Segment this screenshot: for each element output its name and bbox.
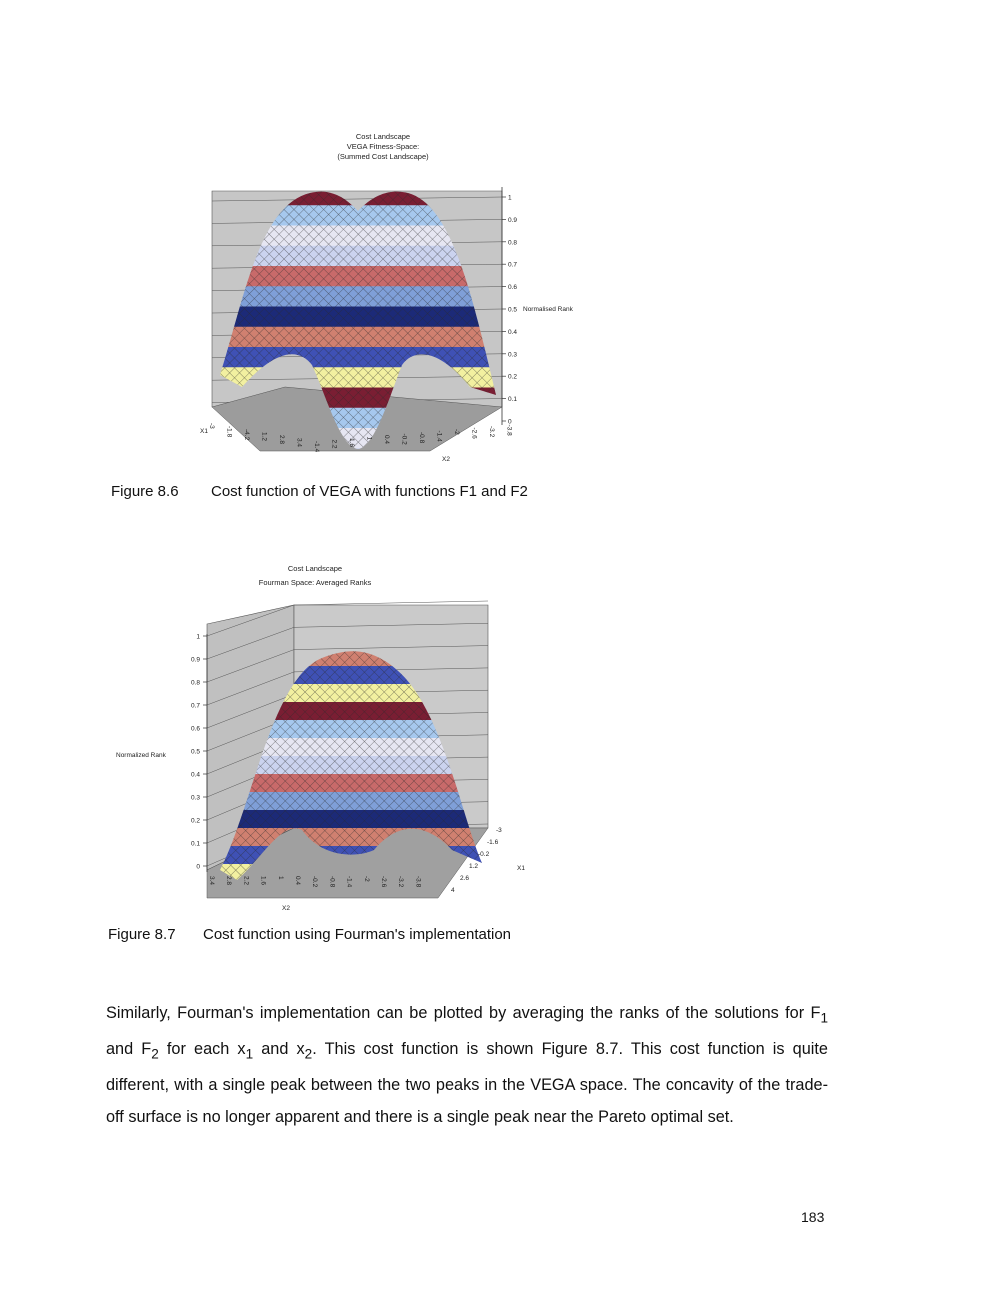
fig2-x2-tick-label: 1.6: [259, 876, 267, 886]
fig1-x-tick-group: [278, 435, 285, 444]
fig1-z-tick-label: 0: [508, 418, 512, 426]
figure-8-7-caption-number: Figure 8.7: [108, 926, 176, 943]
page-number: 183: [801, 1209, 825, 1225]
fig2-x2-tick-group: [397, 876, 404, 888]
fig2-x2-tick-group: [277, 876, 284, 880]
fig1-x-tick-label: 1: [365, 436, 373, 441]
fig2-z-tick-label: 0: [196, 863, 200, 871]
fig2-x2-tick-group: [208, 876, 215, 885]
fig2-z-label: Normalized Rank: [116, 752, 166, 759]
fig1-z-tick-label: 0.7: [508, 261, 518, 269]
figure-8-6-caption: [111, 483, 528, 500]
fig1-x-tick-label: -4.2: [243, 429, 250, 441]
fig2-x2-tick-group: [242, 876, 249, 885]
fig1-x-tick-group: [208, 423, 215, 429]
fig1-x-tick-label: -1.4: [435, 430, 443, 442]
fig1-z-tick-label: 0.4: [508, 328, 518, 336]
fig1-x-tick-group: [296, 438, 303, 447]
fig1-x-tick-group: [383, 435, 390, 444]
fig2-z-tick-label: 0.6: [190, 725, 200, 733]
fig2-z-tick-label: 0.5: [190, 748, 200, 756]
para-text-3: for each x: [158, 1040, 246, 1059]
fig1-z-tick-label: 0.5: [508, 306, 518, 314]
fig1-x-tick-group: [436, 431, 443, 443]
fig2-x1-tick-label: -1.6: [487, 839, 499, 846]
fig1-x-tick-label: 2.8: [278, 435, 285, 445]
fig2-x2-tick-label: 1: [276, 876, 284, 880]
fig1-x-tick-label: 1.6: [348, 438, 355, 448]
fig2-x1-tick-label: 2.6: [460, 875, 470, 882]
fig1-x-tick-label: -3: [208, 423, 215, 429]
fig1-x-tick-label: 2.2: [330, 439, 338, 449]
fig2-x2-tick-group: [294, 876, 301, 885]
fig2-x2-tick-label: -3.8: [414, 876, 422, 888]
fig2-x2-tick-label: -2: [362, 876, 370, 882]
fig1-x-tick-label: 0.4: [383, 435, 390, 445]
para-sub-3: 1: [245, 1046, 254, 1062]
fig1-x-tick-label: -1.8: [225, 426, 233, 438]
body-paragraph: [106, 998, 828, 1134]
para-sub-4: 2: [304, 1046, 313, 1062]
fig1-z-tick-label: 0.1: [508, 396, 518, 404]
fig1-x-tick-group: [226, 426, 233, 438]
para-sub-1: 1: [820, 1010, 828, 1026]
fig1-x-tick-label: -3.2: [488, 426, 495, 438]
fig1-x-tick-label: 1.2: [260, 432, 268, 442]
fig1-x-tick-label: -0.8: [418, 432, 425, 444]
figure-8-6: [190, 125, 610, 470]
figure-8-7-plot: [112, 558, 532, 918]
fig2-x2-tick-group: [311, 876, 318, 888]
fig2-x2-tick-group: [414, 876, 421, 888]
fig1-z-tick-label: 0.2: [508, 373, 518, 381]
fig2-x2-tick-label: -1.4: [345, 876, 353, 888]
fig1-x-tick-group: [366, 437, 373, 441]
fig2-x2-tick-group: [346, 876, 353, 888]
fig1-x-tick-group: [243, 429, 250, 441]
fig1-x-tick-group: [261, 432, 268, 441]
fig2-x2-tick-label: 2.2: [242, 876, 250, 886]
fig2-z-tick-label: 0.2: [190, 817, 200, 825]
fig2-x2-tick-group: [363, 876, 370, 882]
fig1-z-tick-label: 0.9: [508, 216, 518, 224]
fig2-x2-tick-label: -0.8: [328, 876, 336, 888]
fig2-title-line-1: Cost Landscape: [287, 564, 343, 573]
fig1-title-line-1: Cost Landscape: [355, 132, 411, 141]
fig2-z-tick-label: 1: [196, 633, 200, 641]
fig2-title-line-2: Fourman Space: Averaged Ranks: [258, 578, 372, 587]
fig2-z-tick-label: 0.9: [190, 656, 200, 664]
fig2-x2-tick-label: 2.8: [225, 876, 233, 886]
fig1-z-tick-label: 0.3: [508, 351, 518, 359]
fig1-z-tick-label: 1: [508, 194, 512, 202]
figure-8-6-caption-text: Cost function of VEGA with functions F1 and F2: [211, 483, 528, 500]
fig1-x-tick-group: [331, 440, 338, 449]
fig2-x1-label: X1: [517, 865, 525, 872]
fig2-x1-tick-label: 1.2: [469, 863, 479, 870]
fig1-x-tick-group: [348, 438, 355, 447]
fig2-z-ticks: [191, 634, 207, 871]
fig2-x2-tick-label: -2.6: [380, 876, 387, 888]
fig1-x-tick-label: -3.8: [505, 424, 513, 436]
fig2-x2-tick-label: 0.4: [294, 876, 301, 886]
para-text-4: and x: [253, 1040, 305, 1059]
fig1-x-tick-group: [506, 425, 513, 437]
fig1-x1-label: X1: [200, 428, 208, 435]
figure-8-7: [112, 558, 532, 918]
fig1-x-tick-group: [453, 429, 460, 435]
fig2-z-tick-label: 0.4: [190, 771, 200, 779]
para-text-1: Similarly, Fourman's implementation can be plotted by averaging the ranks of the solutions for F: [106, 1004, 821, 1022]
fig2-z-tick-label: 0.3: [190, 794, 200, 802]
fig1-x-tick-group: [401, 434, 408, 446]
fig1-x-tick-label: 3.4: [295, 438, 303, 448]
fig1-x-tick-group: [471, 428, 478, 440]
figure-8-7-caption: [108, 926, 511, 943]
fig1-x-tick-group: [418, 432, 425, 444]
fig2-x2-label: X2: [282, 905, 290, 912]
fig2-x2-tick-label: 3.4: [208, 876, 215, 886]
fig1-x-tick-label: -0.2: [400, 433, 408, 445]
para-sub-2: 2: [151, 1046, 159, 1062]
fig1-x-tick-label: -2.6: [470, 427, 478, 439]
figure-8-6-plot: [190, 125, 610, 470]
para-text-2: and F: [106, 1040, 152, 1059]
fig1-x-tick-label: -1.4: [313, 441, 320, 453]
figure-8-7-caption-text: Cost function using Fourman's implementation: [203, 926, 512, 943]
fig2-x1-tick-label: -0.2: [478, 851, 490, 858]
fig1-x-tick-label: -2: [453, 429, 460, 435]
fig1-x-tick-group: [313, 441, 320, 453]
fig2-gridline-back: [294, 601, 488, 605]
fig2-z-tick-label: 0.7: [190, 702, 200, 710]
fig1-z-ticks: [502, 195, 517, 426]
fig1-title-line-3: (Summed Cost Landscape): [337, 152, 429, 161]
fig2-x2-tick-label: -0.2: [311, 876, 319, 888]
figure-8-6-caption-number: Figure 8.6: [111, 483, 179, 500]
fig1-z-tick-label: 0.8: [508, 239, 518, 247]
fig1-title-line-2: VEGA Fitness-Space:: [346, 142, 420, 151]
fig2-x1-tick-label: 4: [451, 887, 455, 894]
fig2-x2-tick-group: [380, 876, 387, 888]
para-text-5: . This cost function is shown Figure 8.7. This cost function is quite different, with a single peak between the two peaks in the VEGA space. The concavity of the trade-off surface is no longer apparent and there is a single peak near the Pareto optimal set.: [106, 1040, 828, 1126]
fig1-x-tick-group: [488, 426, 495, 438]
fig1-surface-band: [190, 448, 530, 469]
fig2-x2-tick-group: [225, 876, 232, 885]
fig2-x2-tick-label: -3.2: [397, 876, 405, 888]
fig1-z-label: Normalised Rank: [523, 306, 573, 313]
fig1-x2-label: X2: [442, 456, 450, 463]
fig2-x2-tick-group: [260, 876, 267, 885]
fig1-z-tick-label: 0.6: [508, 284, 518, 292]
fig2-x1-tick-label: -3: [496, 827, 502, 834]
fig2-z-tick-label: 0.1: [190, 840, 200, 848]
fig2-z-tick-label: 0.8: [190, 679, 200, 687]
fig2-x2-tick-group: [328, 876, 335, 888]
